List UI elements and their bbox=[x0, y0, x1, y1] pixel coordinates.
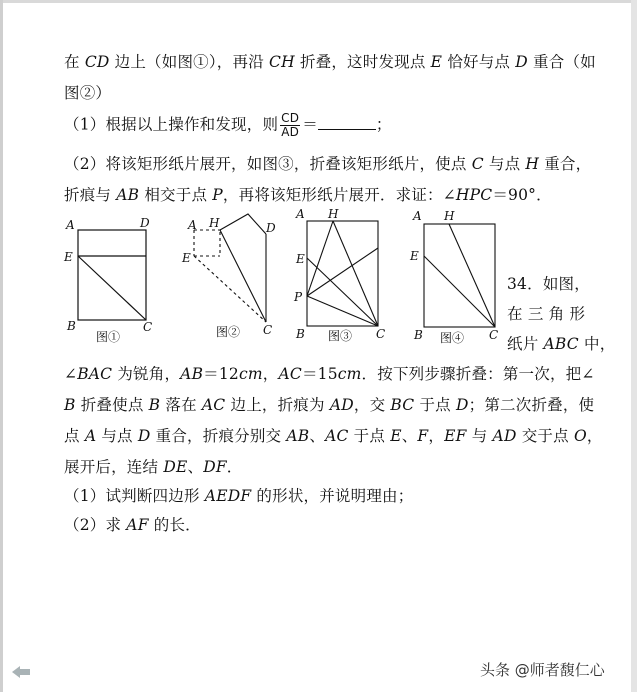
fig3-label-h: H bbox=[328, 207, 339, 221]
text: ＝ bbox=[302, 115, 318, 134]
fig2-top-edge bbox=[220, 214, 266, 234]
var-df: DF bbox=[203, 458, 227, 476]
problem-34-line-1: 34．如图， bbox=[507, 275, 590, 293]
text: ＝12 bbox=[203, 365, 239, 383]
back-arrow-icon[interactable] bbox=[10, 664, 32, 680]
text: 、 bbox=[187, 458, 204, 476]
fig3-rectangle bbox=[307, 221, 378, 326]
text: ；第二次折叠，使 bbox=[468, 396, 595, 414]
text: ； bbox=[375, 115, 392, 134]
text: 与点 bbox=[96, 427, 138, 445]
var-hpc: HPC bbox=[455, 186, 493, 204]
fig4-label-e: E bbox=[410, 249, 419, 263]
var-ad: AD bbox=[329, 396, 354, 414]
fraction-denominator: AD bbox=[281, 125, 300, 139]
var-a: A bbox=[84, 427, 97, 445]
problem-34-line-6 bbox=[64, 424, 603, 446]
text: ，交 bbox=[353, 396, 391, 414]
var-c: C bbox=[471, 155, 484, 173]
text: 折痕与 bbox=[64, 186, 117, 204]
var-p: P bbox=[212, 186, 223, 204]
fig1-label-c: C bbox=[143, 320, 153, 334]
fig3-line-ph bbox=[307, 221, 333, 296]
figure-4-labels bbox=[409, 209, 498, 342]
fig1-rectangle bbox=[78, 230, 146, 320]
text: 边上（如图①），再沿 bbox=[109, 53, 270, 71]
text: ．按下列步骤折叠：第一次，把∠ bbox=[361, 365, 595, 383]
var-e: E bbox=[430, 53, 443, 71]
var-ad: AD bbox=[492, 427, 517, 445]
fig3-label-p: P bbox=[294, 290, 303, 304]
var-cd: CD bbox=[84, 53, 110, 71]
text: （1）根据以上操作和发现，则 bbox=[64, 115, 279, 134]
text: 中， bbox=[578, 335, 616, 353]
fig3-caption: 图③ bbox=[328, 329, 353, 343]
figure-3 bbox=[307, 221, 378, 326]
fig2-label-e: E bbox=[182, 251, 191, 265]
text: 、 bbox=[309, 427, 326, 445]
text: ， bbox=[428, 427, 445, 445]
text: 与点 bbox=[483, 155, 526, 173]
text: ＝15 bbox=[301, 365, 338, 383]
fig1-line-ec bbox=[78, 256, 146, 320]
fig2-label-d: D bbox=[266, 221, 276, 235]
var-ab: AB bbox=[116, 186, 140, 204]
fig3-line-ec bbox=[307, 258, 378, 326]
var-abc: ABC bbox=[543, 335, 579, 353]
fig2-caption: 图② bbox=[216, 325, 241, 339]
text: 与 bbox=[466, 427, 493, 445]
var-ab: AB bbox=[180, 365, 204, 383]
var-b: B bbox=[148, 396, 161, 414]
problem-34-line-4 bbox=[64, 362, 595, 384]
var-ac: AC bbox=[201, 396, 226, 414]
fig1-label-e: E bbox=[64, 250, 73, 264]
var-d: D bbox=[137, 427, 151, 445]
fig2-label-a: A bbox=[188, 218, 197, 232]
fig3-label-b: B bbox=[296, 327, 305, 341]
text: 、 bbox=[401, 427, 418, 445]
text: 的长． bbox=[148, 516, 201, 534]
fig4-label-c: C bbox=[489, 328, 499, 342]
var-de: DE bbox=[163, 458, 188, 476]
unit-cm: cm bbox=[337, 365, 362, 383]
text: 边上，折痕为 bbox=[225, 396, 330, 414]
text: 恰好与点 bbox=[442, 53, 516, 71]
text: ∠ bbox=[64, 365, 78, 383]
var-b: B bbox=[64, 396, 76, 414]
var-ab: AB bbox=[286, 427, 310, 445]
var-f: F bbox=[417, 427, 429, 445]
unit-cm: cm bbox=[238, 365, 263, 383]
fig4-label-a: A bbox=[413, 209, 422, 223]
problem-34-line-5 bbox=[64, 393, 594, 415]
problem-34-line-3 bbox=[507, 332, 615, 354]
text: 交于点 bbox=[516, 427, 574, 445]
var-d: D bbox=[456, 396, 469, 414]
problem-34-line-7 bbox=[64, 455, 242, 477]
figure-4 bbox=[424, 224, 495, 327]
fig2-line-hc bbox=[220, 230, 266, 322]
fig4-label-h: H bbox=[444, 209, 455, 223]
text: 相交于点 bbox=[139, 186, 213, 204]
text: 点 bbox=[64, 427, 85, 445]
var-e: E bbox=[390, 427, 402, 445]
var-o: O bbox=[573, 427, 587, 445]
figure-2 bbox=[194, 214, 266, 322]
figure-1-labels bbox=[63, 216, 152, 334]
text: 重合，折痕分别交 bbox=[150, 427, 287, 445]
problem-34-line-2: 在 三 角 形 bbox=[507, 305, 586, 323]
text: 折叠，这时发现点 bbox=[294, 53, 431, 71]
figure-1 bbox=[78, 230, 146, 320]
text: 重合， bbox=[539, 155, 592, 173]
text: （1）试判断四边形 bbox=[64, 487, 205, 505]
text: 的形状，并说明理由； bbox=[251, 487, 414, 505]
text: ， bbox=[586, 427, 603, 445]
problem-34-question-1 bbox=[64, 484, 413, 506]
var-h: H bbox=[525, 155, 540, 173]
fig3-label-e: E bbox=[296, 252, 305, 266]
problem-34-question-2 bbox=[64, 513, 201, 535]
text: （2）将该矩形纸片展开，如图③，折叠该矩形纸片，使点 bbox=[64, 155, 472, 173]
fig3-line-fold bbox=[307, 248, 378, 296]
var-ac: AC bbox=[325, 427, 349, 445]
text: ，再将该矩形纸片展开．求证：∠ bbox=[222, 186, 456, 204]
text: （2）求 bbox=[64, 516, 127, 534]
fig4-label-b: B bbox=[414, 328, 423, 342]
var-bc: BC bbox=[390, 396, 415, 414]
fig4-line-hc bbox=[449, 224, 495, 327]
text: 折叠使点 bbox=[75, 396, 149, 414]
text: 于点 bbox=[414, 396, 457, 414]
fig1-label-d: D bbox=[140, 216, 150, 230]
fig2-label-h: H bbox=[209, 216, 220, 230]
fig1-caption: 图① bbox=[96, 330, 121, 344]
fig1-label-b: B bbox=[67, 319, 76, 333]
var-d: D bbox=[515, 53, 528, 71]
text: ． bbox=[226, 458, 243, 476]
text: 重合（如 bbox=[527, 53, 596, 71]
var-ef: EF bbox=[444, 427, 467, 445]
text: ， bbox=[262, 365, 279, 383]
fraction-numerator: CD bbox=[281, 111, 300, 125]
text: 于点 bbox=[348, 427, 391, 445]
fig4-caption: 图④ bbox=[440, 331, 465, 345]
text: 在 bbox=[64, 53, 85, 71]
text-line-2: 图②） bbox=[64, 84, 112, 102]
fig2-dash-ec bbox=[194, 256, 266, 322]
text: 落在 bbox=[160, 396, 202, 414]
text: ＝90°． bbox=[492, 186, 552, 204]
var-af: AF bbox=[126, 516, 149, 534]
fig1-label-a: A bbox=[66, 218, 75, 232]
text: 为锐角， bbox=[112, 365, 181, 383]
fig2-label-c: C bbox=[263, 323, 273, 337]
fig4-rectangle bbox=[424, 224, 495, 327]
fig3-label-c: C bbox=[376, 327, 386, 341]
text: 纸片 bbox=[507, 335, 544, 353]
var-ch: CH bbox=[269, 53, 295, 71]
fig3-label-a: A bbox=[296, 207, 305, 221]
fig4-line-ec bbox=[424, 256, 495, 327]
text: 展开后，连结 bbox=[64, 458, 164, 476]
var-bac: BAC bbox=[77, 365, 113, 383]
var-ac: AC bbox=[278, 365, 302, 383]
var-aedf: AEDF bbox=[204, 487, 252, 505]
watermark: 头条 @师者馥仁心 bbox=[480, 661, 605, 679]
